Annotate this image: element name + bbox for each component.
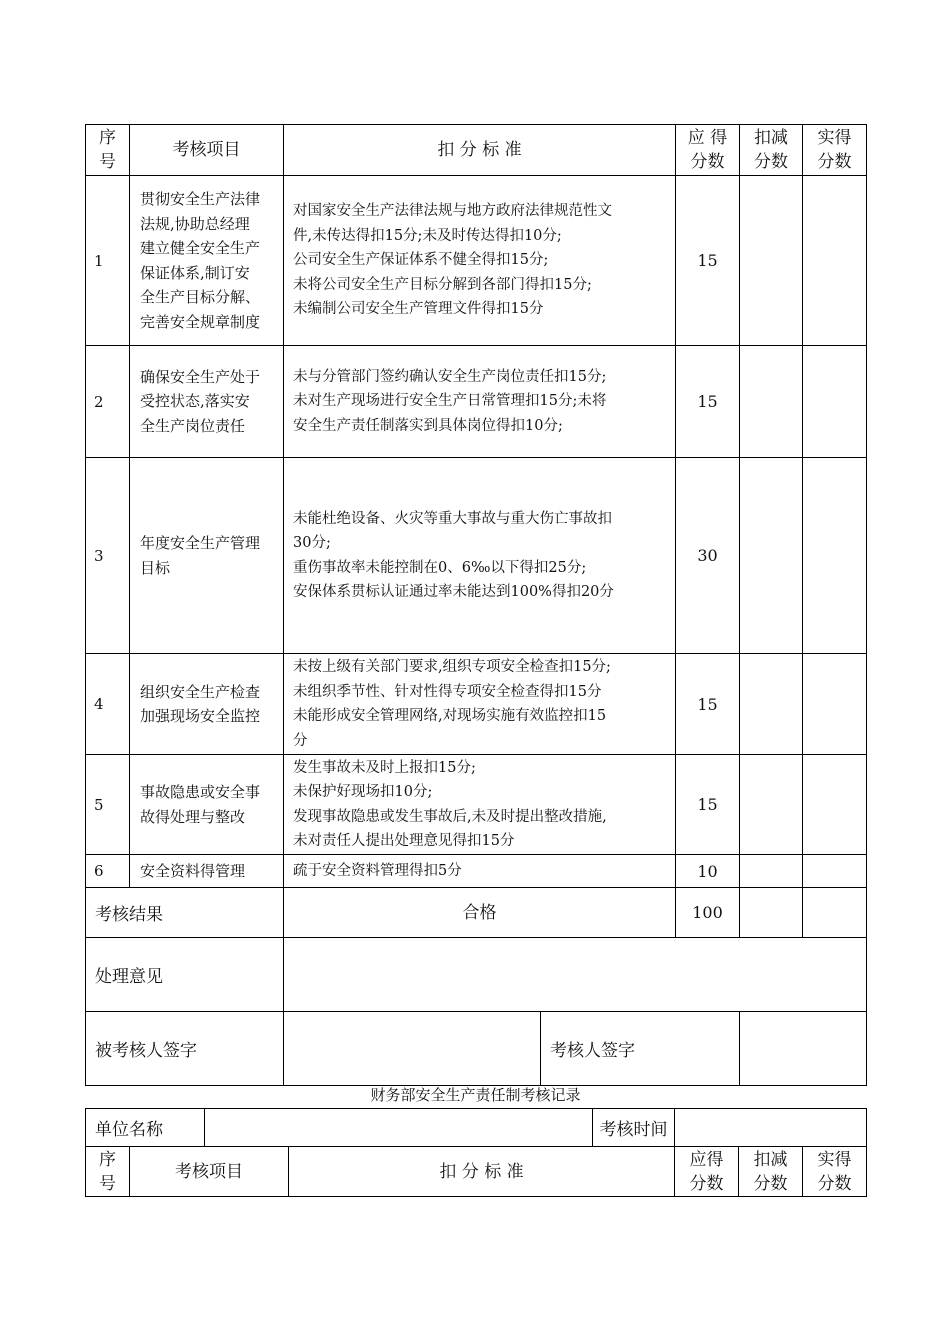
table-row xyxy=(86,654,867,755)
header-index: 序 号 xyxy=(86,125,130,176)
row-due-score: 15 xyxy=(676,755,740,855)
signature-row xyxy=(86,1012,867,1086)
header-row-2 xyxy=(86,1147,867,1197)
row-criteria: 对国家安全生产法律法规与地方政府法律规范性文 件,未传达得扣15分;未及时传达得扣10分; 公司安全生产保证体系不健全得扣15分; 未将公司安全生产目标分解到各部门得扣15分; 未编制公司安全生产管理文件得扣15分 xyxy=(284,176,676,346)
table-row xyxy=(86,855,867,888)
time-label: 考核时间 xyxy=(593,1109,675,1147)
opinion-field[interactable] xyxy=(284,938,867,1012)
header-deduct-score: 扣减 分数 xyxy=(740,125,803,176)
row-deduct-score[interactable] xyxy=(740,755,803,855)
result-row xyxy=(86,888,867,938)
row-index: 2 xyxy=(86,346,130,458)
row-due-score: 10 xyxy=(676,855,740,888)
row-actual-score[interactable] xyxy=(803,654,867,755)
header-deduct-score: 扣减 分数 xyxy=(739,1147,803,1197)
assessment-table-2 xyxy=(85,1108,867,1197)
header-index: 序 号 xyxy=(86,1147,130,1197)
row-deduct-score[interactable] xyxy=(740,176,803,346)
row-index: 1 xyxy=(86,176,130,346)
signature-split xyxy=(284,1012,740,1086)
row-index: 5 xyxy=(86,755,130,855)
assessment-table xyxy=(85,124,867,1086)
row-deduct-score[interactable] xyxy=(740,458,803,654)
unit-row xyxy=(86,1109,867,1147)
row-actual-score[interactable] xyxy=(803,346,867,458)
result-label: 考核结果 xyxy=(86,888,284,938)
opinion-label: 处理意见 xyxy=(86,938,284,1012)
header-item: 考核项目 xyxy=(130,125,284,176)
row-actual-score[interactable] xyxy=(803,755,867,855)
row-item: 安全资料得管理 xyxy=(130,855,284,888)
row-item: 组织安全生产检查 加强现场安全监控 xyxy=(130,654,284,755)
result-deduct[interactable] xyxy=(740,888,803,938)
examinee-sign-label: 被考核人签字 xyxy=(86,1012,284,1086)
unit-label: 单位名称 xyxy=(86,1109,205,1147)
examinee-sign-field[interactable] xyxy=(284,1012,541,1085)
result-total: 100 xyxy=(676,888,740,938)
row-item: 确保安全生产处于 受控状态,落实安 全生产岗位责任 xyxy=(130,346,284,458)
row-due-score: 15 xyxy=(676,654,740,755)
examiner-sign-label: 考核人签字 xyxy=(550,1041,635,1061)
examiner-sign-field[interactable] xyxy=(740,1012,867,1086)
row-actual-score[interactable] xyxy=(803,855,867,888)
row-criteria: 疏于安全资料管理得扣5分 xyxy=(284,855,676,888)
row-index: 4 xyxy=(86,654,130,755)
row-due-score: 15 xyxy=(676,346,740,458)
table-row xyxy=(86,458,867,654)
row-actual-score[interactable] xyxy=(803,176,867,346)
unit-field[interactable] xyxy=(205,1109,593,1147)
row-index: 6 xyxy=(86,855,130,888)
row-criteria: 未按上级有关部门要求,组织专项安全检查扣15分; 未组织季节性、针对性得专项安全检查得扣15分 未能形成安全管理网络,对现场实施有效监控扣15 分 xyxy=(284,654,676,755)
row-deduct-score[interactable] xyxy=(740,346,803,458)
row-item: 事故隐患或安全事 故得处理与整改 xyxy=(130,755,284,855)
row-criteria: 未能杜绝设备、火灾等重大事故与重大伤亡事故扣 30分; 重伤事故率未能控制在0、6‰以下得扣25分; 安保体系贯标认证通过率未能达到100%得扣20分 xyxy=(284,458,676,654)
row-deduct-score[interactable] xyxy=(740,855,803,888)
table-row xyxy=(86,755,867,855)
header-actual-score: 实得 分数 xyxy=(803,1147,867,1197)
section-caption: 财务部安全生产责任制考核记录 xyxy=(370,1086,581,1104)
result-value: 合格 xyxy=(284,888,676,938)
header-item: 考核项目 xyxy=(130,1147,289,1197)
header-criteria: 扣 分 标 准 xyxy=(289,1147,675,1197)
row-criteria: 未与分管部门签约确认安全生产岗位责任扣15分; 未对生产现场进行安全生产日常管理扣15分;未将 安全生产责任制落实到具体岗位得扣10分; xyxy=(284,346,676,458)
result-actual[interactable] xyxy=(803,888,867,938)
header-due-score: 应 得 分数 xyxy=(676,125,740,176)
row-item: 贯彻安全生产法律 法规,协助总经理 建立健全安全生产 保证体系,制订安 全生产目标分解、 完善安全规章制度 xyxy=(130,176,284,346)
row-deduct-score[interactable] xyxy=(740,654,803,755)
row-criteria: 发生事故未及时上报扣15分; 未保护好现场扣10分; 发现事故隐患或发生事故后,未及时提出整改措施, 未对责任人提出处理意见得扣15分 xyxy=(284,755,676,855)
header-actual-score: 实得 分数 xyxy=(803,125,867,176)
header-criteria: 扣 分 标 准 xyxy=(284,125,676,176)
header-row xyxy=(86,125,867,176)
table-row xyxy=(86,176,867,346)
time-field[interactable] xyxy=(675,1109,867,1147)
row-actual-score[interactable] xyxy=(803,458,867,654)
row-due-score: 15 xyxy=(676,176,740,346)
row-item: 年度安全生产管理 目标 xyxy=(130,458,284,654)
row-index: 3 xyxy=(86,458,130,654)
table-row xyxy=(86,346,867,458)
row-due-score: 30 xyxy=(676,458,740,654)
header-due-score: 应得 分数 xyxy=(675,1147,739,1197)
opinion-row xyxy=(86,938,867,1012)
